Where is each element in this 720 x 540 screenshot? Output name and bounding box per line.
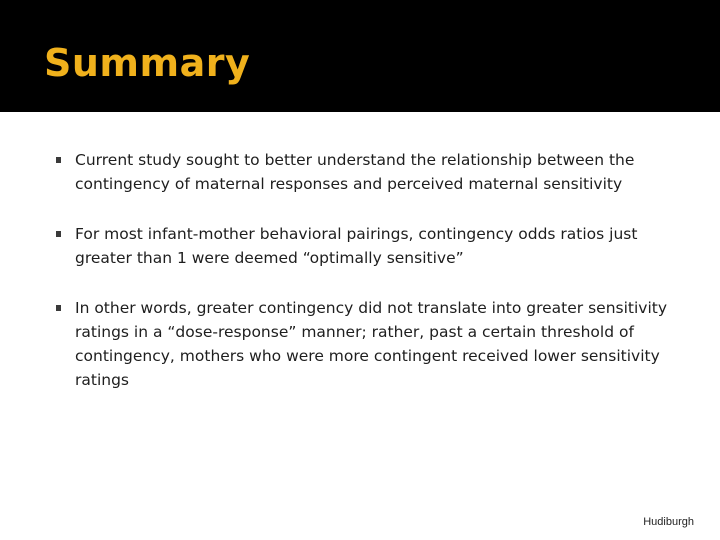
bullet-item (56, 296, 686, 392)
square-bullet-icon (56, 231, 61, 237)
bullet-list (56, 148, 686, 418)
bullet-item (56, 222, 686, 270)
square-bullet-icon (56, 305, 61, 311)
bullet-text: For most infant-mother behavioral pairings, contingency odds ratios just greater than 1 were deemed “optimally sensitive” (75, 225, 638, 267)
square-bullet-icon (56, 157, 61, 163)
bullet-item (56, 148, 686, 196)
title-bar (0, 0, 720, 112)
slide-title: Summary (44, 41, 251, 85)
bullet-text: Current study sought to better understand the relationship between the contingency of maternal responses and perceived maternal sensitivity (75, 151, 635, 193)
footer-author: Hudiburgh (643, 516, 694, 528)
bullet-text: In other words, greater contingency did not translate into greater sensitivity ratings in a “dose-response” manner; rather, past a certain threshold of contingency, mothers who were more contingent received lower sensitivity ratings (75, 299, 668, 389)
